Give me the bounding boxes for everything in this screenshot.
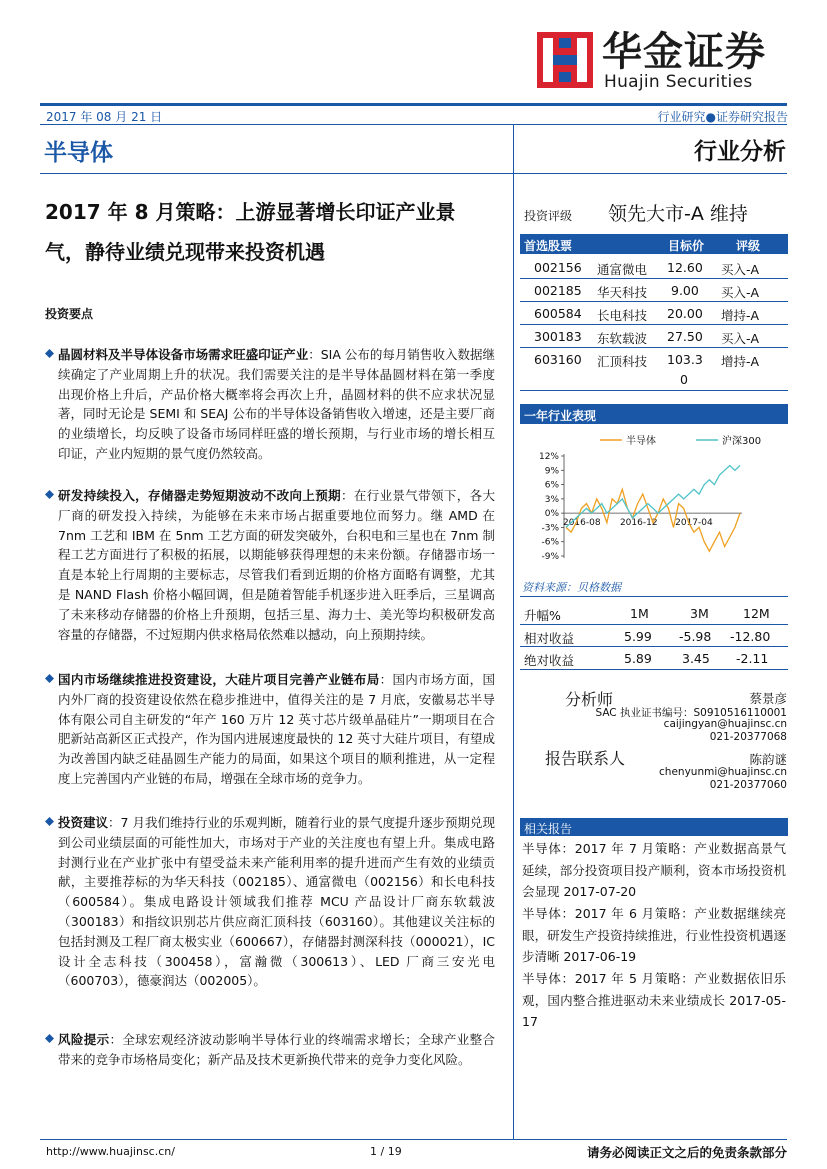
logo-english-text: Huajin Securities — [604, 72, 753, 92]
returns-header: 12M — [743, 606, 770, 621]
performance-chart — [520, 428, 788, 578]
diamond-bullet-icon — [45, 817, 54, 826]
stock-name: 通富微电 — [597, 262, 648, 277]
analyst-name: 蔡景彦 — [749, 691, 787, 706]
stock-code: 002185 — [534, 283, 582, 298]
x-tick-label: 2017-04 — [675, 518, 713, 529]
report-title-line-1: 2017 年 8 月策略：上游显著增长印证产业景 — [45, 200, 456, 224]
stock-name: 华天科技 — [597, 285, 648, 300]
table-row — [520, 302, 788, 325]
y-tick-label: -3% — [541, 523, 559, 534]
document-type: 行业分析 — [694, 139, 786, 165]
analyst-phone: 021-20377068 — [709, 731, 787, 743]
stock-rating: 买入-A — [721, 262, 760, 277]
table-row — [520, 325, 788, 348]
x-tick-label: 2016-08 — [562, 518, 601, 529]
performance-header — [520, 404, 788, 424]
stock-target: 12.60 — [667, 260, 703, 275]
contact-label: 报告联系人 — [545, 749, 626, 768]
bullet-item — [45, 670, 495, 789]
stock-target: 9.00 — [671, 283, 699, 298]
legend-label: 沪深300 — [722, 436, 762, 447]
performance-title: 一年行业表现 — [524, 409, 597, 423]
returns-value: 5.99 — [624, 629, 652, 644]
source-divider — [520, 596, 788, 597]
bullet-heading: 晶圆材料及半导体设备市场需求旺盛印证产业 — [58, 347, 309, 362]
y-tick-label: 3% — [544, 494, 559, 505]
diamond-bullet-icon — [45, 349, 54, 358]
report-category: 行业研究●证券研究报告 — [657, 110, 788, 124]
bullet-body: ：全球宏观经济波动影响半导体行业的终端需求增长；全球产业整合带来的竞争市场格局变化；新产品及技术更新换代带来的竞争力变化风险。 — [58, 1032, 495, 1067]
returns-value: -2.11 — [736, 651, 769, 666]
y-tick-label: -9% — [541, 552, 559, 562]
diamond-bullet-icon — [45, 490, 54, 499]
rating-col-header: 评级 — [736, 239, 761, 253]
related-reports-header — [520, 818, 788, 836]
y-tick-label: 0% — [544, 509, 559, 520]
logo-chinese-text: 华金证券 — [602, 29, 766, 75]
y-tick-label: -6% — [541, 537, 559, 548]
stock-target: 103.3 — [667, 352, 703, 367]
huajin-logo-icon — [537, 32, 593, 88]
report-date: 2017 年 08 月 21 日 — [46, 110, 163, 124]
sector-title: 半导体 — [44, 140, 113, 166]
bullet-heading: 国内市场继续推进投资建设，大硅片项目完善产业链布局 — [58, 672, 380, 687]
returns-value: -12.80 — [730, 629, 771, 644]
table-row — [520, 279, 788, 302]
rating-value: 领先大市-A 维持 — [608, 203, 748, 225]
stock-name: 东软载波 — [597, 331, 648, 346]
returns-label: 相对收益 — [524, 631, 575, 646]
returns-label: 绝对收益 — [524, 653, 575, 668]
stock-name: 长电科技 — [597, 308, 648, 323]
key-points-heading: 投资要点 — [45, 307, 94, 321]
returns-header: 升幅% — [524, 608, 561, 623]
related-report-link[interactable]: 半导体：2017 年 6 月策略：产业数据继续亮眼，研发生产投资持续推进，行业性投资机遇逐步清晰 2017-06-19 — [522, 906, 786, 964]
stock-code: 300183 — [534, 329, 582, 344]
bullet-body: ：在行业景气带领下，各大厂商的研发投入持续，为能够在未来市场占据重要地位而努力。继 AMD 在 7nm 工艺和 IBM 在 5nm 工艺方面的研发突破外，台积电和三星也在 7nm 制程工艺方面进行了积极的拓展，以期能够获得理想的未来份额。存储器市场一直是本轮上行周期的主要标志，尽管我们看到近期的价格方面略有调整，尤其是 NAND Flash 价格小幅回调，但是随着智能手机逐步进入旺季后，三星调高了未来移动存储器的价格上升预期，包括三星、海力士、美光等均积极研发高容量的存储器，不过短期内供求格局依然难以撼动，向上预期持续。 — [58, 488, 495, 642]
returns-divider — [520, 646, 788, 647]
bullet-heading: 风险提示 — [58, 1032, 110, 1047]
stock-col-header: 首选股票 — [524, 239, 573, 253]
legend-label: 半导体 — [626, 436, 656, 447]
table-row — [520, 348, 788, 391]
returns-header-row — [520, 606, 788, 626]
footer-divider — [40, 1139, 787, 1140]
related-report-link[interactable]: 半导体：2017 年 5 月策略：产业数据依旧乐观，国内整合推进驱动未来业绩成长 2017-05-17 — [522, 971, 786, 1029]
stock-target-wrap: 0 — [680, 372, 688, 387]
diamond-bullet-icon — [45, 674, 54, 683]
related-report-link[interactable]: 半导体：2017 年 7 月策略：产业数据高景气延续，部分投资项目投产顺利，资本市场投资机会显现 2017-07-20 — [522, 841, 786, 899]
stock-code: 002156 — [534, 260, 582, 275]
table-row — [520, 256, 788, 279]
chart-source: 资料来源：贝格数据 — [522, 581, 621, 594]
stock-code: 603160 — [534, 352, 582, 367]
bullet-item — [45, 486, 495, 644]
returns-divider — [520, 669, 788, 670]
rating-label: 投资评级 — [524, 209, 573, 223]
returns-header: 1M — [630, 606, 649, 621]
stock-rating: 买入-A — [721, 285, 760, 300]
report-title — [45, 192, 495, 272]
y-tick-label: 6% — [544, 480, 559, 491]
x-tick-label: 2016-12 — [619, 518, 658, 529]
stock-rating: 增持-A — [721, 354, 760, 369]
diamond-bullet-icon — [45, 1034, 54, 1043]
bullet-heading: 投资建议 — [58, 815, 109, 830]
analyst-label: 分析师 — [565, 690, 614, 709]
contact-name: 陈韵谜 — [749, 752, 787, 767]
returns-value: 5.89 — [624, 651, 652, 666]
column-divider — [513, 124, 514, 1139]
bullet-item — [45, 1030, 495, 1070]
returns-value: -5.98 — [679, 629, 712, 644]
stock-target: 27.50 — [667, 329, 703, 344]
target-col-header: 目标价 — [668, 239, 705, 253]
page-number: 1 / 19 — [370, 1145, 402, 1158]
bullet-heading: 研发持续投入，存储器走势短期波动不改向上预期 — [58, 488, 341, 503]
report-title-line-2: 气，静待业绩兑现带来投资机遇 — [45, 240, 325, 264]
analyst-cert: SAC 执业证书编号：S0910516110001 — [595, 707, 787, 719]
returns-value: 3.45 — [682, 651, 710, 666]
bullet-body: ：7 月我们维持行业的乐观判断，随着行业的景气度提升逐步预期兑现到公司业绩层面的可能性加大，市场对于产业的关注度也有望上升。集成电路封测行业在产业扩张中有望受益未来产能利用率的提升进而产生有效的业绩贡献，主要推荐标的为华天科技（002185）、通富微电（002156）和长电科技（600584）。集成电路设计领域我们推荐 MCU 产品设计厂商东软载波（300183）和指纹识别芯片供应商汇顶科技（603160）。其他建议关注标的包括封测及工程厂商太极实业（600667），存储器封测深科技（000021），IC 设计全志科技（300458），富瀚微（300613）、LED 厂商三安光电（600703），德豪润达（002005）。 — [58, 815, 495, 989]
returns-divider — [520, 624, 788, 625]
contact-email[interactable]: chenyunmi@huajinsc.cn — [659, 766, 787, 778]
y-tick-label: 12% — [538, 452, 559, 462]
header-subdivider — [40, 124, 787, 125]
y-tick-label: 9% — [544, 466, 559, 477]
contact-phone: 021-20377060 — [709, 779, 787, 791]
bullet-item — [45, 813, 495, 991]
bullet-body: ：SIA 公布的每月销售收入数据继续确定了产业周期上升的状况。我们需要关注的是半导体晶圆材料在第一季度出现价格上升后，产品价格大概率将会再次上升，晶圆材料的供不应求状况显著，同时无论是 SEMI 和 SEAJ 公布的半导体设备销售收入增速，还是主要厂商的业绩增长，均反映了设备市场同样旺盛的增长预期，与行业市场的增长相互印证，产业内短期的景气度仍然较高。 — [58, 347, 495, 461]
stock-rating: 增持-A — [721, 308, 760, 323]
returns-header: 3M — [690, 606, 709, 621]
bullet-body: ：国内市场方面，国内外厂商的投资建设依然在稳步推进中，值得关注的是 7 月底，安徽易芯半导体有限公司自主研发的“年产 160 万片 12 英寸芯片级单晶硅片”一期项目在合肥新站高新区正式投产，作为国内进展速度最快的 12 英寸大硅片项目，有望成为改善国内缺乏硅晶圆生产能力的局面，如果这个项目的顺利推进，从一定程度上完善国内产业链的布局，增强在全球市场的竞争力。 — [58, 672, 495, 786]
stock-name: 汇顶科技 — [597, 354, 648, 369]
stock-table-header — [520, 234, 788, 254]
footer-url[interactable]: http://www.huajinsc.cn/ — [46, 1145, 175, 1158]
section-divider — [40, 173, 787, 174]
analyst-email[interactable]: caijingyan@huajinsc.cn — [663, 718, 787, 730]
stock-code: 600584 — [534, 306, 582, 321]
related-reports-title: 相关报告 — [524, 822, 573, 836]
footer-disclaimer: 请务必阅读正文之后的免责条款部分 — [586, 1145, 787, 1160]
table-row — [520, 651, 788, 671]
stock-rating: 买入-A — [721, 331, 760, 346]
stock-target: 20.00 — [667, 306, 703, 321]
header-divider — [40, 103, 787, 106]
bullet-item — [45, 345, 495, 464]
